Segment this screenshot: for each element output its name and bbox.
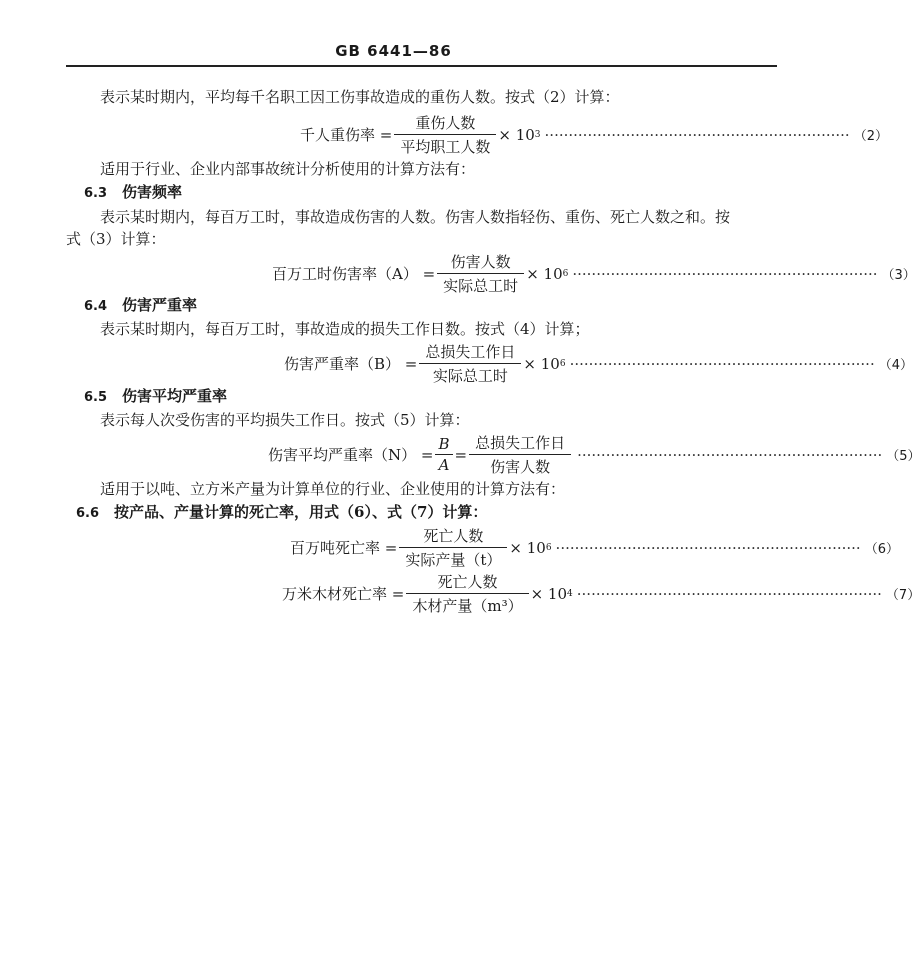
formula-lhs: 百万工时伤害率（A） =: [272, 265, 436, 283]
leader-dots: ································································: [544, 125, 850, 144]
equation-number: （7）: [885, 588, 921, 603]
fraction: [394, 112, 496, 157]
section-title: 伤害严重率: [122, 296, 198, 314]
formula-lhs: 伤害严重率（B） =: [284, 355, 418, 373]
paragraph: 表示某时期内，平均每千名职工因工伤事故造成的重伤人数。按式（2）计算：: [100, 88, 620, 106]
numerator: 死亡人数: [399, 525, 507, 548]
fraction: [399, 525, 507, 570]
paragraph: 表示某时期内，每百万工时，事故造成伤害的人数。伤害人数指轻伤、重伤、死亡人数之和。按: [100, 208, 731, 226]
equals-sign: =: [454, 445, 468, 464]
leader-dots: ································································: [569, 354, 875, 373]
exponent: 6: [562, 268, 569, 279]
page-header: GB 6441—86: [335, 42, 452, 60]
equation-number: （4）: [878, 358, 913, 373]
formula-lhs: 万米木材死亡率 =: [282, 585, 405, 603]
numerator: B: [435, 435, 452, 455]
fraction: [419, 341, 521, 386]
formula-7: [282, 571, 921, 616]
leader-dots: ································································: [572, 264, 878, 283]
numerator: 总损失工作日: [419, 341, 521, 364]
leader-dots: ································································: [555, 538, 861, 557]
multiplier: × 10: [498, 125, 535, 144]
formula-6: [290, 525, 899, 570]
leader-dots: ································································: [576, 584, 882, 603]
exponent: 4: [567, 588, 573, 599]
paragraph: 表示每人次受伤害的平均损失工作日。按式（5）计算：: [100, 411, 470, 429]
formula-lhs: 千人重伤率 =: [300, 126, 393, 144]
section-6-3: [84, 181, 182, 202]
multiplier: × 10: [526, 264, 563, 283]
formula-4: [284, 341, 913, 386]
formula-3: [272, 251, 916, 296]
denominator: 实际产量（t）: [405, 551, 502, 569]
formula-5: [268, 432, 921, 477]
section-number: 6.6: [76, 506, 100, 521]
section-6-5: [84, 385, 227, 406]
header-rule: [66, 65, 777, 67]
leader-dots: ································································: [577, 445, 883, 464]
equation-number: （5）: [886, 449, 921, 464]
section-number: 6.3: [84, 186, 108, 201]
paragraph: 适用于以吨、立方米产量为计算单位的行业、企业使用的计算方法有：: [100, 480, 566, 498]
fraction-b-over-a: [435, 435, 452, 474]
equation-number: （6）: [864, 542, 899, 557]
section-title: 伤害平均严重率: [122, 387, 228, 405]
section-number: 6.5: [84, 390, 108, 405]
fraction: [406, 571, 528, 616]
numerator: 总损失工作日: [469, 432, 571, 455]
paragraph: 式（3）计算：: [66, 230, 166, 248]
numerator: 重伤人数: [394, 112, 496, 135]
paragraph: 适用于行业、企业内部事故统计分析使用的计算方法有：: [100, 160, 476, 178]
equation-number: （3）: [881, 268, 916, 283]
exponent: 6: [559, 358, 566, 369]
section-title: 按产品、产量计算的死亡率，用式（6）、式（7）计算：: [114, 503, 488, 521]
denominator: 实际总工时: [443, 277, 519, 295]
multiplier: × 10: [530, 584, 568, 603]
section-6-4: [84, 294, 197, 315]
denominator: A: [438, 456, 450, 474]
equation-number: （2）: [853, 129, 888, 144]
denominator: 木材产量（m³）: [412, 597, 523, 615]
multiplier: × 10: [509, 538, 546, 557]
paragraph: 表示某时期内，每百万工时，事故造成的损失工作日数。按式（4）计算；: [100, 320, 590, 338]
fraction: [437, 251, 524, 296]
formula-lhs: 伤害平均严重率（N） =: [268, 446, 434, 464]
denominator: 伤害人数: [490, 458, 551, 476]
denominator: 实际总工时: [432, 367, 508, 385]
section-number: 6.4: [84, 299, 108, 314]
multiplier: × 10: [523, 354, 560, 373]
exponent: 3: [534, 129, 541, 140]
denominator: 平均职工人数: [400, 138, 491, 156]
numerator: 死亡人数: [406, 571, 528, 594]
fraction: [469, 432, 571, 477]
formula-2: [300, 112, 888, 157]
section-6-6: [76, 501, 487, 522]
formula-lhs: 百万吨死亡率 =: [290, 539, 398, 557]
exponent: 6: [545, 542, 552, 553]
section-title: 伤害频率: [122, 183, 183, 201]
numerator: 伤害人数: [437, 251, 524, 274]
